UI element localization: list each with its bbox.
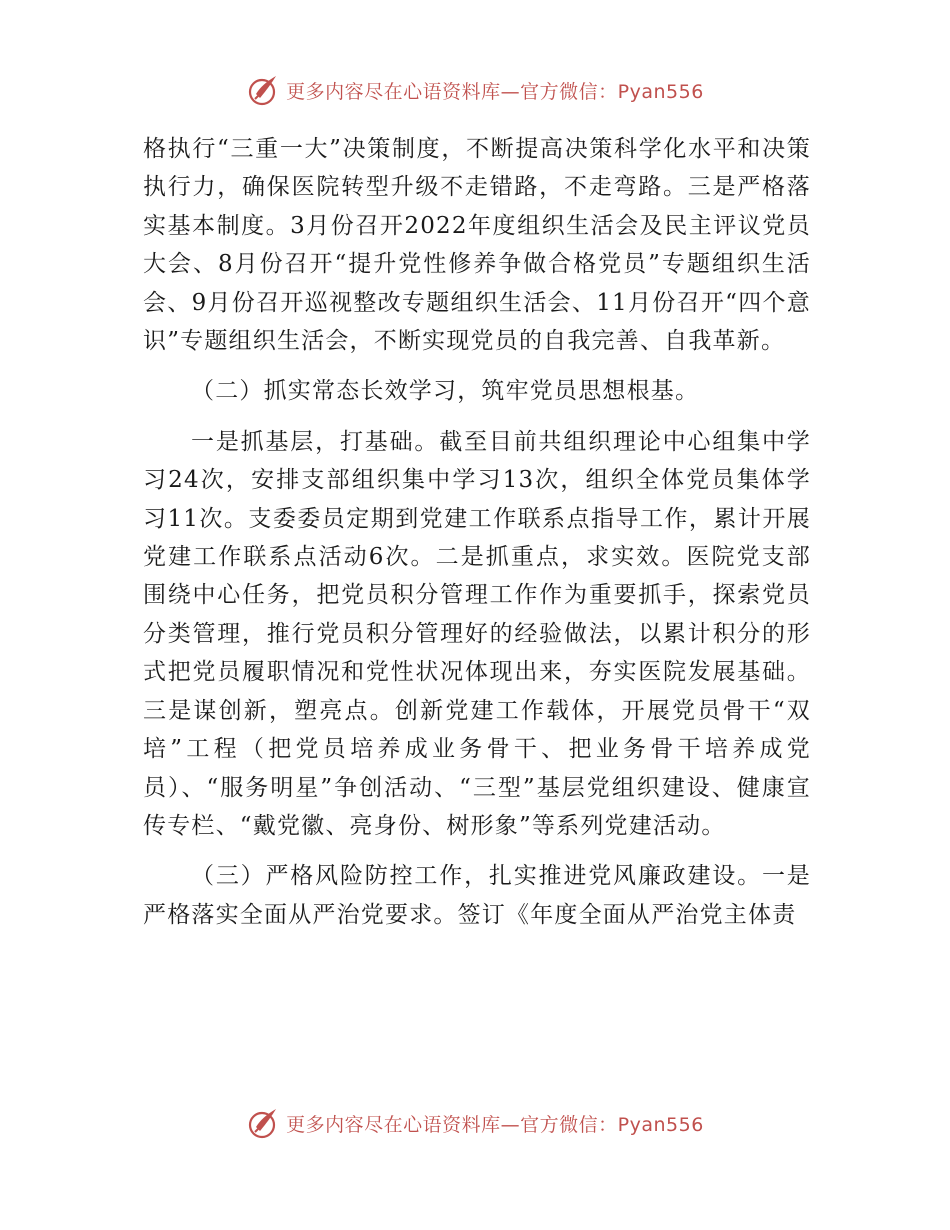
footer-banner-text: 更多内容尽在心语资料库—官方微信：Pyan556	[286, 1113, 704, 1136]
quill-logo-icon	[246, 1105, 282, 1141]
section-heading-3-paragraph: （三）严格风险防控工作，扎实推进党风廉政建设。一是严格落实全面从严治党要求。签订《年度全面从严治党主体责	[143, 863, 811, 928]
paragraph-continued: 格执行“三重一大”决策制度，不断提高决策科学化水平和决策执行力，确保医院转型升级不走错路，不走弯路。三是严格落实基本制度。3月份召开2022年度组织生活会及民主评议党员大会、8月份召开“提升党性修养争做合格党员”专题组织生活会、9月份召开巡视整改专题组织生活会、11月份召开“四个意识”专题组织生活会，不断实现党员的自我完善、自我革新。	[143, 136, 811, 355]
footer-banner	[0, 1103, 950, 1143]
paragraph-study: 一是抓基层，打基础。截至目前共组织理论中心组集中学习24次，安排支部组织集中学习13次，组织全体党员集体学习11次。支委委员定期到党建工作联系点指导工作，累计开展党建工作联系点活动6次。二是抓重点，求实效。医院党支部围绕中心任务，把党员积分管理工作作为重要抓手，探索党员分类管理，推行党员积分管理好的经验做法，以累计积分的形式把党员履职情况和党性状况体现出来，夯实医院发展基础。三是谋创新，塑亮点。创新党建工作载体，开展党员骨干“双培”工程（把党员培养成业务骨干、把业务骨干培养成党员）、“服务明星”争创活动、“三型”基层党组织建设、健康宣传专栏、“戴党徽、亮身份、树形象”等系列党建活动。	[143, 428, 811, 839]
header-banner	[0, 70, 950, 110]
quill-logo-icon	[246, 72, 282, 108]
header-banner-text: 更多内容尽在心语资料库—官方微信：Pyan556	[286, 80, 704, 103]
document-body	[143, 130, 811, 934]
section-heading-2: （二）抓实常态长效学习，筑牢党员思想根基。	[191, 378, 700, 405]
